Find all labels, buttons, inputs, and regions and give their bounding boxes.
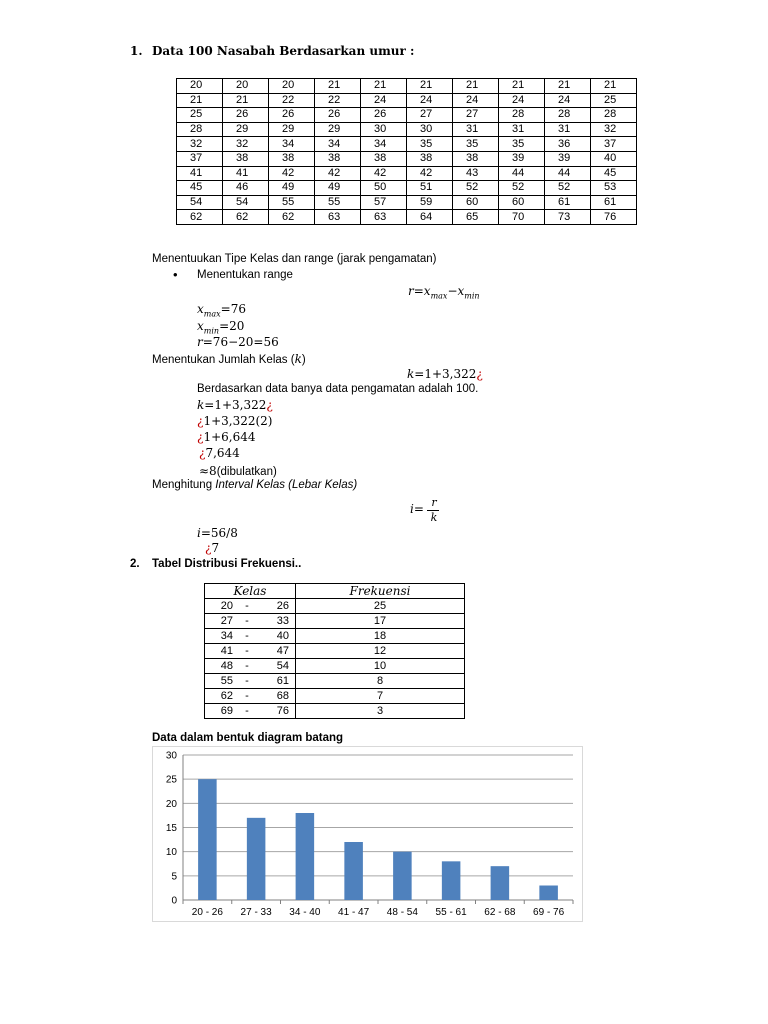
table-cell: 42 [361,166,407,181]
x-tick-label: 27 - 33 [240,907,272,918]
table-cell: 52 [499,181,545,196]
frequency-cell: 10 [296,659,465,674]
table-cell: 20 [223,79,269,94]
y-tick-label: 10 [165,847,177,859]
table-row [177,93,637,108]
table-cell: 54 [177,195,223,210]
xmin-line: $x_{min}=20$ [197,319,245,336]
table-cell: 60 [453,195,499,210]
table-cell: 31 [499,122,545,137]
table-cell: 42 [315,166,361,181]
class-lo: 69 [220,705,233,717]
table-cell: 42 [407,166,453,181]
table-cell: 42 [269,166,315,181]
table-cell: 41 [177,166,223,181]
class-dash: - [245,645,249,657]
bar-chart [153,747,582,921]
table-cell: 40 [591,151,637,166]
bar [198,779,217,900]
table-cell: 61 [545,195,591,210]
table-cell: 44 [499,166,545,181]
table-row [177,195,637,210]
table-cell: 21 [407,79,453,94]
bar [344,842,363,900]
table-cell: 30 [361,122,407,137]
section-2-title: Tabel Distribusi Frekuensi.. [152,558,302,570]
interval-calc: i=56/8 [197,526,238,540]
table-cell: 38 [407,151,453,166]
class-hi: 47 [276,645,289,657]
table-cell: 54 [223,195,269,210]
table-cell: 45 [177,181,223,196]
age-data-table [176,78,637,225]
table-cell: 38 [315,151,361,166]
table-cell: 31 [453,122,499,137]
class-interval-cell [205,659,296,674]
interval-formula-den: k [430,511,438,524]
table-cell: 32 [223,137,269,152]
range-formula: $r=x_{max}-x_{min}$ [408,284,480,301]
class-hi: 68 [276,690,289,702]
table-cell: 35 [453,137,499,152]
class-dash: - [245,600,249,612]
class-dash: - [245,675,249,687]
x-tick-label: 20 - 26 [191,907,223,918]
bullet-icon: • [173,267,178,282]
table-cell: 21 [453,79,499,94]
y-tick-label: 20 [165,798,177,810]
table-cell: 21 [315,79,361,94]
table-cell: 70 [499,210,545,225]
table-cell: 38 [223,151,269,166]
class-interval-cell [205,629,296,644]
table-cell: 50 [361,181,407,196]
table-cell: 32 [591,122,637,137]
table-cell: 62 [223,210,269,225]
table-row [177,210,637,225]
table-cell: 46 [223,181,269,196]
table-cell: 24 [545,93,591,108]
table-row [177,181,637,196]
table-row [177,122,637,137]
class-interval-cell [205,689,296,704]
freq-row [205,644,465,659]
class-hi: 40 [276,630,289,642]
table-row [177,151,637,166]
table-cell: 25 [177,108,223,123]
table-cell: 41 [223,166,269,181]
frequency-table [204,583,465,719]
table-cell: 62 [177,210,223,225]
range-bullet-text: Menentukan range [197,269,293,281]
section-2-number: 2. [130,558,140,570]
class-lo: 27 [220,615,233,627]
class-hi: 61 [276,675,289,687]
freq-row [205,674,465,689]
frequency-cell: 7 [296,689,465,704]
table-cell: 20 [269,79,315,94]
x-tick-label: 34 - 40 [289,907,321,918]
table-cell: 62 [269,210,315,225]
class-lo: 48 [220,660,233,672]
table-cell: 26 [361,108,407,123]
table-cell: 39 [545,151,591,166]
class-lo: 55 [220,675,233,687]
freq-row [205,629,465,644]
step-2: ¿1+3,322(2) [197,414,273,428]
frekuensi-header: Frekuensi [296,584,465,599]
table-cell: 24 [407,93,453,108]
table-cell: 38 [453,151,499,166]
table-cell: 52 [545,181,591,196]
freq-row [205,599,465,614]
bar [393,852,412,900]
table-cell: 38 [361,151,407,166]
table-cell: 25 [591,93,637,108]
range-heading: Menentuukan Tipe Kelas dan range (jarak pengamatan) [152,253,437,265]
table-cell: 28 [591,108,637,123]
table-cell: 44 [545,166,591,181]
table-cell: 29 [269,122,315,137]
interval-formula-num: r [431,496,437,509]
table-cell: 29 [223,122,269,137]
y-tick-label: 15 [165,823,177,834]
table-cell: 22 [269,93,315,108]
y-tick-label: 25 [165,774,177,786]
class-interval-cell [205,599,296,614]
table-cell: 63 [361,210,407,225]
table-cell: 26 [269,108,315,123]
chart-caption: Data dalam bentuk diagram batang [152,732,344,744]
frequency-cell: 17 [296,614,465,629]
table-cell: 60 [499,195,545,210]
table-cell: 22 [315,93,361,108]
frequency-cell: 8 [296,674,465,689]
step-1: k=1+3,322¿ [197,398,273,412]
table-cell: 34 [361,137,407,152]
table-cell: 27 [407,108,453,123]
table-cell: 28 [499,108,545,123]
table-cell: 57 [361,195,407,210]
class-count-formula: k=1+3,322¿ [407,367,483,381]
table-cell: 21 [545,79,591,94]
table-cell: 24 [453,93,499,108]
table-cell: 37 [177,151,223,166]
class-dash: - [245,690,249,702]
class-hi: 76 [276,705,289,717]
class-dash: - [245,660,249,672]
table-cell: 73 [545,210,591,225]
table-cell: 34 [315,137,361,152]
y-tick-label: 0 [171,895,177,907]
table-cell: 28 [545,108,591,123]
table-cell: 21 [591,79,637,94]
y-tick-label: 5 [171,871,177,883]
step-5: ≈8(dibulatkan) [199,464,277,478]
x-tick-label: 55 - 61 [435,907,467,918]
class-hi: 26 [276,600,289,612]
table-cell: 26 [223,108,269,123]
step-3: ¿1+6,644 [197,430,256,444]
table-cell: 21 [499,79,545,94]
table-cell: 34 [269,137,315,152]
class-hi: 54 [276,660,289,672]
class-count-note: Berdasarkan data banya data pengamatan adalah 100. [197,383,479,395]
table-cell: 32 [177,137,223,152]
table-cell: 51 [407,181,453,196]
y-tick-label: 30 [165,750,177,762]
class-interval-cell [205,674,296,689]
table-cell: 24 [361,93,407,108]
table-cell: 35 [499,137,545,152]
table-cell: 21 [361,79,407,94]
table-cell: 21 [177,93,223,108]
frequency-cell: 3 [296,704,465,719]
class-hi: 33 [276,615,289,627]
table-cell: 36 [545,137,591,152]
table-cell: 45 [591,166,637,181]
table-cell: 38 [269,151,315,166]
class-interval-cell [205,704,296,719]
class-interval-cell [205,644,296,659]
bar-chart-frame [152,746,583,922]
interval-formula-lhs: i= [410,502,424,516]
table-cell: 63 [315,210,361,225]
class-count-heading: Menentukan Jumlah Kelas (k) [152,352,306,366]
interval-heading: Menghitung Interval Kelas (Lebar Kelas) [152,479,358,491]
bar [491,866,510,900]
frequency-cell: 25 [296,599,465,614]
table-cell: 21 [223,93,269,108]
frequency-cell: 12 [296,644,465,659]
xmax-line: $x_{max}=76$ [197,302,246,319]
bar [296,813,315,900]
x-tick-label: 48 - 54 [386,907,418,918]
section-1-number: 1. [130,44,143,58]
bar [539,886,558,901]
table-cell: 61 [591,195,637,210]
table-cell: 64 [407,210,453,225]
table-cell: 49 [315,181,361,196]
table-cell: 35 [407,137,453,152]
table-row [177,137,637,152]
step-4: ¿7,644 [199,446,240,460]
x-tick-label: 62 - 68 [484,907,516,918]
table-cell: 55 [315,195,361,210]
class-dash: - [245,705,249,717]
r-line: r=76−20=56 [197,335,279,349]
table-cell: 52 [453,181,499,196]
table-cell: 55 [269,195,315,210]
table-row [177,166,637,181]
class-lo: 41 [220,645,233,657]
class-lo: 34 [220,630,233,642]
table-cell: 29 [315,122,361,137]
kelas-header: Kelas [205,584,296,599]
section-1-title: Data 100 Nasabah Berdasarkan umur : [152,44,415,58]
table-cell: 27 [453,108,499,123]
frequency-cell: 18 [296,629,465,644]
table-cell: 43 [453,166,499,181]
interval-result: ¿7 [205,541,220,555]
table-cell: 24 [499,93,545,108]
table-cell: 26 [315,108,361,123]
table-row [177,79,637,94]
bar [442,861,461,900]
table-cell: 59 [407,195,453,210]
class-lo: 62 [220,690,233,702]
class-dash: - [245,615,249,627]
table-cell: 53 [591,181,637,196]
class-dash: - [245,630,249,642]
freq-row [205,614,465,629]
table-cell: 65 [453,210,499,225]
x-tick-label: 41 - 47 [338,907,370,918]
table-cell: 20 [177,79,223,94]
table-cell: 39 [499,151,545,166]
table-cell: 30 [407,122,453,137]
table-cell: 49 [269,181,315,196]
bar [247,818,266,900]
table-cell: 37 [591,137,637,152]
table-cell: 76 [591,210,637,225]
class-interval-cell [205,614,296,629]
freq-row [205,689,465,704]
table-cell: 31 [545,122,591,137]
table-row [177,108,637,123]
freq-row [205,704,465,719]
table-cell: 28 [177,122,223,137]
class-lo: 20 [220,600,233,612]
freq-row [205,659,465,674]
x-tick-label: 69 - 76 [533,907,565,918]
